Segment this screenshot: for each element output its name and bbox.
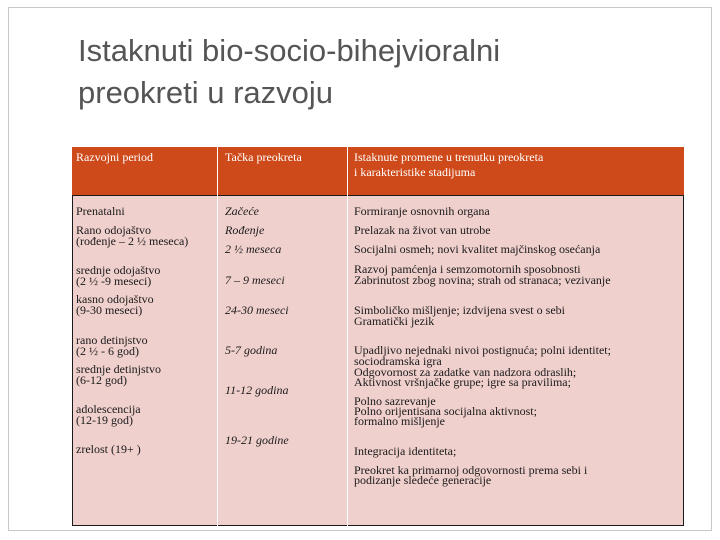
turning-point-cell: Rođenje bbox=[225, 223, 265, 237]
period-cell: zrelost (19+ ) bbox=[76, 442, 141, 456]
change-cell: Razvoj pamćenja i semzomotornih sposobnosti bbox=[354, 262, 581, 276]
period-cell: kasno odojaštvo bbox=[76, 292, 154, 306]
period-cell: Rano odojaštvo bbox=[76, 223, 151, 237]
change-cell: podizanje sledeće generacije bbox=[354, 473, 492, 487]
table-header-row bbox=[72, 147, 684, 195]
turning-point-cell: Začeće bbox=[225, 204, 259, 218]
period-cell: (9-30 meseci) bbox=[76, 303, 143, 317]
turning-point-cell: 11-12 godina bbox=[225, 383, 289, 397]
turning-point-cell: 24-30 meseci bbox=[225, 303, 289, 317]
period-cell: srednje detinjstvo bbox=[76, 362, 161, 376]
period-cell: (6-12 god) bbox=[76, 373, 127, 387]
column-divider bbox=[217, 147, 218, 526]
change-cell: formalno mišljenje bbox=[354, 414, 445, 428]
change-cell: Formiranje osnovnih organa bbox=[354, 204, 490, 218]
period-cell: (2 ½ - 6 god) bbox=[76, 344, 139, 358]
slide-title bbox=[78, 30, 698, 114]
period-cell: Prenatalni bbox=[76, 204, 125, 218]
header-turning-point: Tačka preokreta bbox=[225, 150, 302, 164]
change-cell: sociodramska igra bbox=[354, 354, 442, 368]
period-cell: srednje odojaštvo bbox=[76, 263, 161, 277]
change-cell: Gramatički jezik bbox=[354, 314, 435, 328]
header-changes-line-1: Istaknute promene u trenutku preokreta bbox=[354, 150, 544, 164]
header-period: Razvojni period bbox=[76, 150, 153, 164]
change-cell: Zabrinutost zbog novina; strah od stranaca; vezivanje bbox=[354, 273, 611, 287]
change-cell: Socijalni osmeh; novi kvalitet majčinskog osećanja bbox=[354, 242, 601, 256]
change-cell: Odgovornost za zadatke van nadzora odraslih; bbox=[354, 365, 577, 379]
period-cell: (12-19 god) bbox=[76, 413, 133, 427]
column-divider bbox=[347, 147, 348, 526]
change-cell: Aktivnost vršnjačke grupe; igre sa pravilima; bbox=[354, 375, 571, 389]
change-cell: Simboličko mišljenje; izdvijena svest o sebi bbox=[354, 303, 565, 317]
period-cell: (2 ½ -9 meseci) bbox=[76, 274, 152, 288]
title-line-2: preokreti u razvoju bbox=[78, 75, 334, 110]
header-changes-line-2: i karakteristike stadijuma bbox=[354, 165, 476, 179]
change-cell: Preokret ka primarnoj odgovornosti prema sebi i bbox=[354, 463, 588, 477]
turning-point-cell: 2 ½ meseca bbox=[225, 242, 282, 256]
change-cell: Prelazak na život van utrobe bbox=[354, 223, 491, 237]
period-cell: adolescencija bbox=[76, 402, 141, 416]
turning-point-cell: 19-21 godine bbox=[225, 433, 289, 447]
title-line-1: Istaknuti bio-socio-bihejvioralni bbox=[78, 33, 501, 68]
turning-point-cell: 7 – 9 meseci bbox=[225, 273, 285, 287]
turning-points-table bbox=[72, 147, 684, 526]
change-cell: Integracija identiteta; bbox=[354, 444, 457, 458]
change-cell: Polno orijentisana socijalna aktivnost; bbox=[354, 404, 537, 418]
change-cell: Polno sazrevanje bbox=[354, 394, 436, 408]
period-cell: rano detinjstvo bbox=[76, 333, 148, 347]
change-cell: Upadljivo nejednaki nivoi postignuća; polni identitet; bbox=[354, 343, 611, 357]
turning-point-cell: 5-7 godina bbox=[225, 343, 278, 357]
period-cell: (rođenje – 2 ½ meseca) bbox=[76, 234, 189, 248]
